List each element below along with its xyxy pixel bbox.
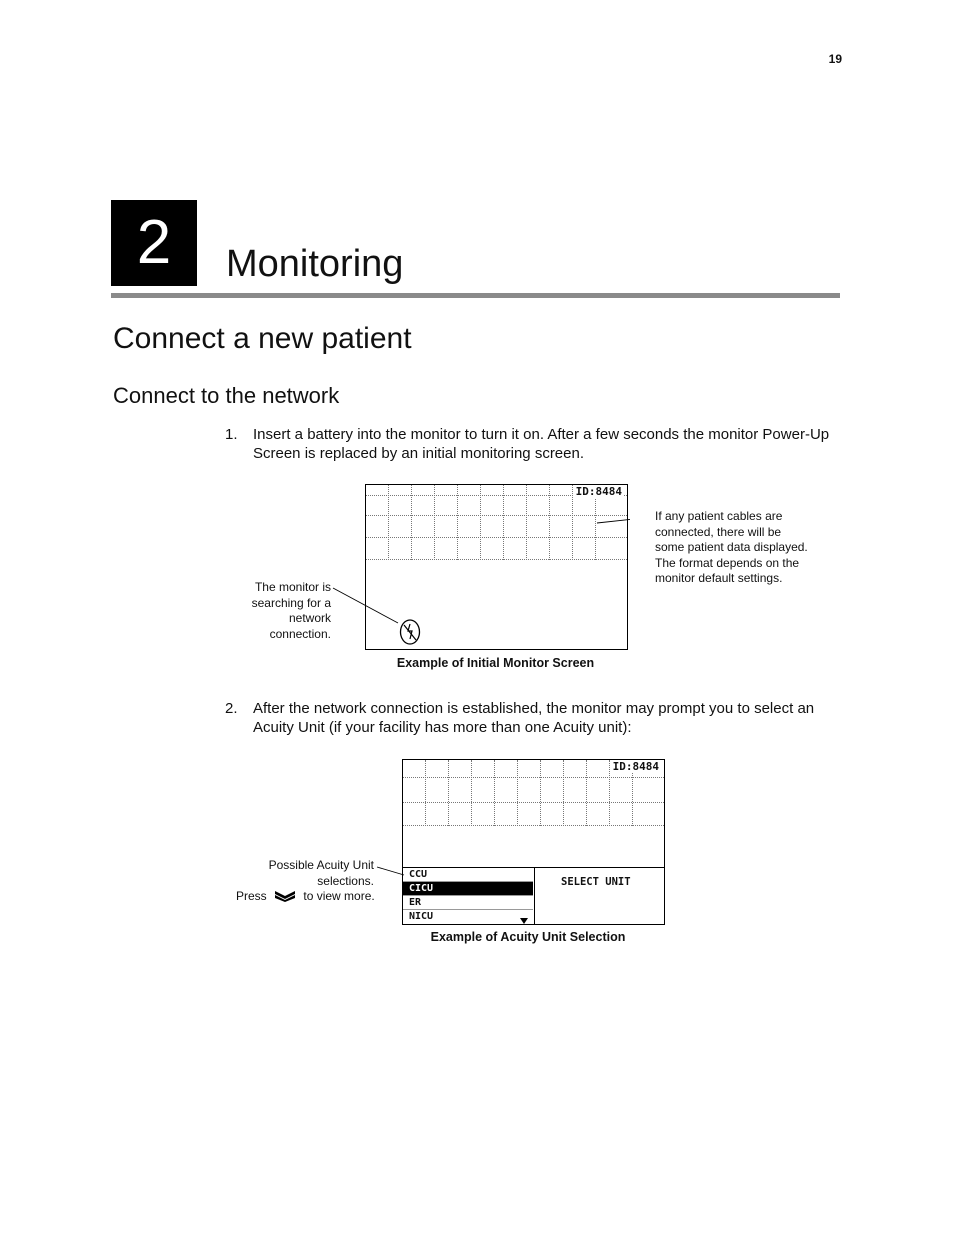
callout-line: monitor default settings. (655, 571, 783, 585)
unit-option-nicu[interactable]: NICU (409, 911, 434, 922)
callout-line: searching for a (251, 595, 331, 610)
page-number: 19 (828, 52, 842, 66)
figure1-leader-lines (330, 500, 630, 630)
view-more-text: to view more. (303, 889, 375, 903)
chapter-title: Monitoring (226, 243, 404, 285)
callout-press-line (236, 889, 374, 905)
acuity-unit-selection-screen (402, 759, 665, 925)
double-chevron-down-icon (274, 890, 296, 902)
figure1-caption: Example of Initial Monitor Screen (396, 656, 595, 670)
patient-id-readout: ID:8484 (612, 760, 659, 773)
step-text: Insert a battery into the monitor to turn it on. After a few seconds the monitor Power-Up Screen is replaced by an initial monitoring screen. (253, 426, 830, 462)
scroll-down-icon[interactable] (520, 912, 528, 920)
chapter-rule (111, 293, 840, 298)
section-heading: Connect a new patient (113, 322, 412, 355)
callout-line: Possible Acuity Unit (268, 858, 374, 872)
subsection-heading: Connect to the network (113, 383, 340, 408)
callout-line: The monitor is (254, 580, 331, 594)
callout-line: connected, there will be (655, 524, 782, 539)
step-number: 1. (225, 426, 238, 443)
callout-line: selections. (317, 873, 374, 888)
step-number: 2. (225, 700, 238, 717)
menu-divider-vertical (534, 867, 535, 924)
press-text: Press (236, 889, 267, 903)
figure2-callout (236, 858, 374, 905)
callout-line: network (288, 611, 331, 625)
chapter-number: 2 (111, 200, 197, 286)
unit-option-cicu-selected[interactable]: CICU (403, 882, 533, 896)
figure2-leader-line (370, 860, 410, 880)
step-text: After the network connection is established, the monitor may prompt you to select an Acuity Unit (if your facility has more than one Acuity unit): (253, 700, 815, 736)
figure2-caption: Example of Acuity Unit Selection (430, 930, 626, 944)
unit-option-ccu[interactable]: CCU (403, 868, 533, 882)
figure1-callout-left (220, 580, 331, 642)
callout-line: connection. (269, 626, 331, 641)
select-unit-prompt: SELECT UNIT (561, 876, 631, 888)
unit-option-er[interactable]: ER (403, 896, 533, 910)
figure1-callout-right (655, 509, 825, 587)
callout-line: The format depends on the (655, 555, 800, 570)
callout-line: If any patient cables are (655, 509, 783, 523)
callout-line: some patient data displayed. (655, 540, 808, 554)
patient-id-readout: ID:8484 (575, 485, 622, 498)
